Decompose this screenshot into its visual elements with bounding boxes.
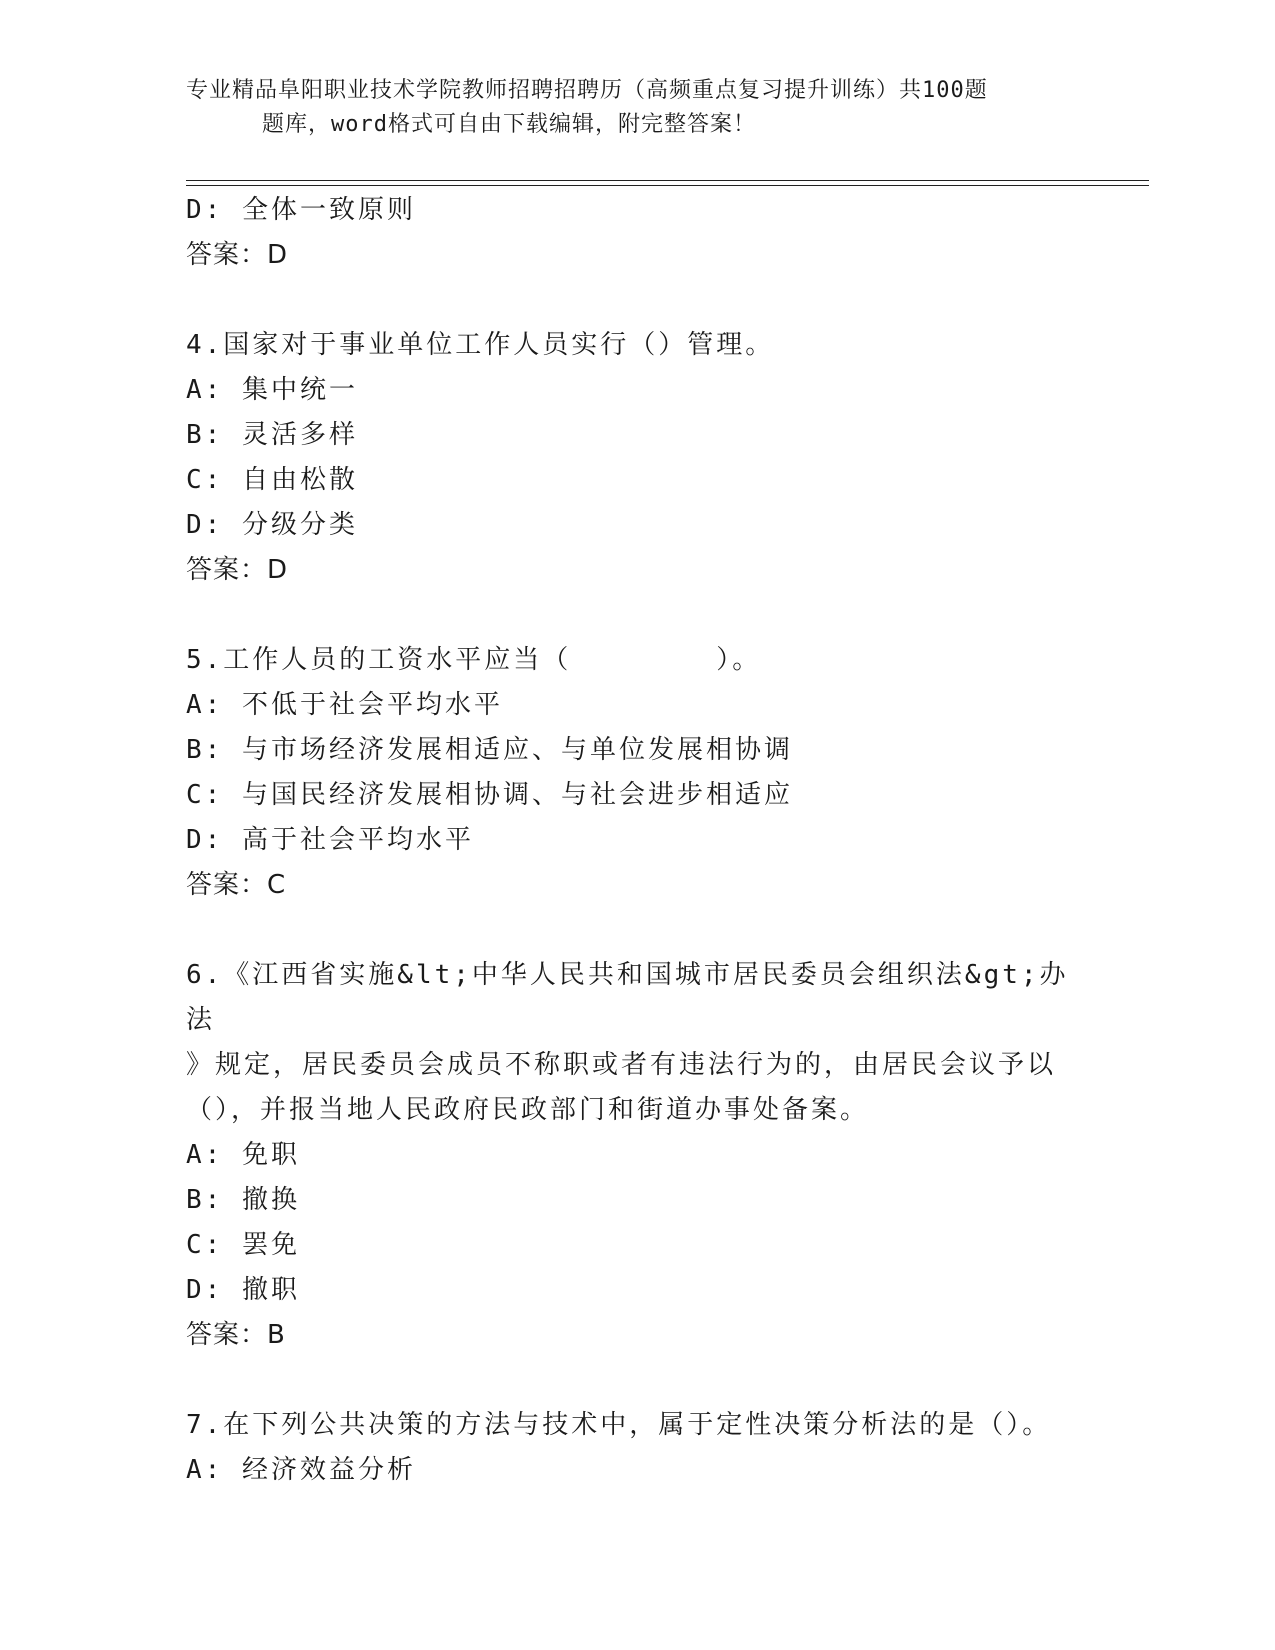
q4-option-c: C: 自由松散	[186, 465, 358, 495]
q5-option-d: D: 高于社会平均水平	[186, 825, 474, 855]
question-list	[186, 188, 1086, 1493]
q5-option-b: B: 与市场经济发展相适应、与单位发展相协调	[186, 735, 793, 765]
spacer	[186, 1358, 1086, 1403]
q6-stem-line2: 》规定，居民委员会成员不称职或者有违法行为的，由居民会议予以	[186, 1050, 1057, 1080]
q6-stem-line3: （），并报当地人民政府民政部门和街道办事处备案。	[186, 1095, 870, 1125]
q5-option-c: C: 与国民经济发展相协调、与社会进步相适应	[186, 780, 793, 810]
q6-option-b: B: 撤换	[186, 1185, 300, 1215]
q4-option-b: B: 灵活多样	[186, 420, 358, 450]
q7-option-a: A: 经济效益分析	[186, 1455, 416, 1485]
q6-option-d: D: 撤职	[186, 1275, 300, 1305]
q4-option-d: D: 分级分类	[186, 510, 358, 540]
header-title-line2: 题库，word格式可自由下载编辑，附完整答案！	[262, 112, 756, 137]
q6-answer: 答案：B	[186, 1320, 286, 1350]
header-rule-bottom	[186, 185, 1149, 186]
spacer	[186, 278, 1086, 323]
q4-option-a: A: 集中统一	[186, 375, 358, 405]
q5-stem: 5.工作人员的工资水平应当（ ）。	[186, 645, 762, 675]
q5-answer: 答案：C	[186, 870, 287, 900]
spacer	[186, 908, 1086, 953]
header-title-line1: 专业精品阜阳职业技术学院教师招聘招聘历（高频重点复习提升训练）共100题	[186, 78, 988, 103]
q4-answer: 答案：D	[186, 555, 289, 585]
header-rule-top	[186, 180, 1149, 181]
q5-option-a: A: 不低于社会平均水平	[186, 690, 503, 720]
q6-option-c: C: 罢免	[186, 1230, 300, 1260]
q7-stem: 7.在下列公共决策的方法与技术中，属于定性决策分析法的是（）。	[186, 1410, 1052, 1440]
q4-stem: 4.国家对于事业单位工作人员实行（）管理。	[186, 330, 775, 360]
q6-stem-line1: 6.《江西省实施&lt;中华人民共和国城市居民委员会组织法&gt;办法	[186, 960, 1069, 1035]
prev-answer: 答案：D	[186, 240, 289, 270]
prev-option-d: D: 全体一致原则	[186, 195, 416, 225]
document-header	[186, 74, 1086, 142]
q6-option-a: A: 免职	[186, 1140, 300, 1170]
spacer	[186, 593, 1086, 638]
